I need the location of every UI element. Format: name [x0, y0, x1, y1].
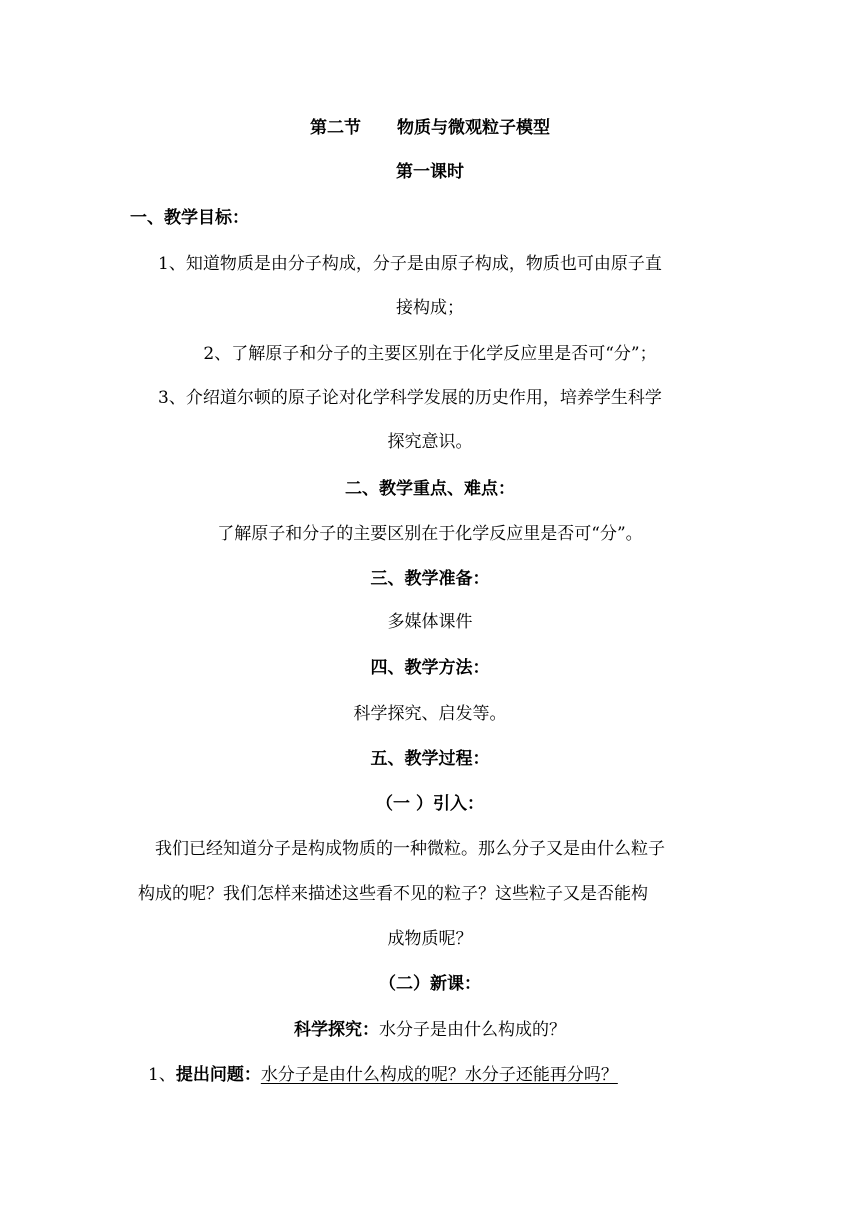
- process-heading: 五、教学过程：: [370, 749, 490, 769]
- key-points-heading: 二、教学重点、难点：: [345, 479, 515, 499]
- objective-3-line-1: 3、介绍道尔顿的原子论对化学科学发展的历史作用，培养学生科学: [158, 388, 662, 408]
- objectives-heading: 一、教学目标：: [130, 208, 249, 228]
- methods-text: 科学探究、启发等。: [353, 704, 507, 724]
- objective-3-line-2: 探究意识。: [387, 432, 473, 452]
- objective-2: 2、了解原子和分子的主要区别在于化学反应里是否可“分”；: [203, 344, 657, 364]
- question-line: [148, 1063, 618, 1087]
- objective-1-line-1: 1、知道物质是由分子构成，分子是由原子构成，物质也可由原子直: [158, 254, 662, 274]
- inquiry-text: 水分子是由什么构成的？: [379, 1020, 566, 1040]
- inquiry-line: [0, 1018, 860, 1042]
- new-lesson-heading: （二）新课：: [379, 974, 481, 994]
- objective-1-line-2: 接构成；: [396, 298, 464, 318]
- question-text: 水分子是由什么构成的呢？水分子还能再分吗？: [260, 1065, 618, 1085]
- section-title: [0, 116, 860, 140]
- key-points-text: 了解原子和分子的主要区别在于化学反应里是否可“分”。: [217, 524, 643, 544]
- preparation-text: 多媒体课件: [387, 612, 473, 632]
- section-topic: 物质与微观粒子模型: [397, 118, 550, 138]
- section-number: 第二节: [310, 118, 361, 138]
- methods-heading: 四、教学方法：: [370, 658, 490, 678]
- question-number: 1、: [148, 1065, 176, 1085]
- preparation-heading: 三、教学准备：: [370, 569, 490, 589]
- intro-line-1: 我们已经知道分子是构成物质的一种微粒。那么分子又是由什么粒子: [155, 839, 665, 859]
- question-label: 提出问题：: [175, 1065, 261, 1085]
- intro-line-3: 成物质呢？: [387, 929, 473, 949]
- intro-line-2: 构成的呢？我们怎样来描述这些看不见的粒子？这些粒子又是否能构: [138, 884, 648, 904]
- inquiry-label: 科学探究：: [294, 1020, 379, 1040]
- intro-heading: （一 ）引入：: [376, 794, 484, 814]
- lesson-title: 第一课时: [396, 162, 464, 182]
